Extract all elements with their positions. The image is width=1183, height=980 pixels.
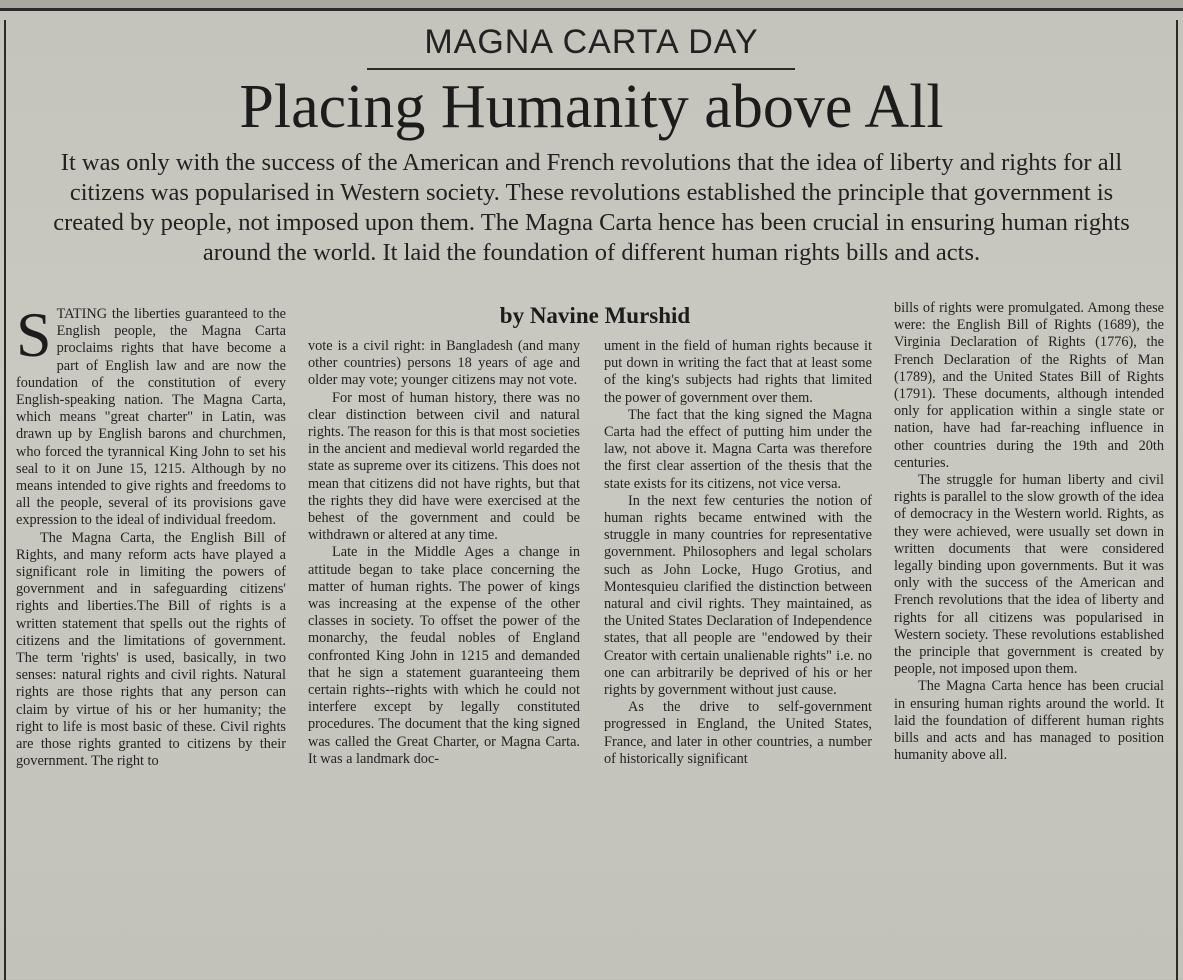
byline: by Navine Murshid <box>499 303 691 328</box>
paragraph: Late in the Middle Ages a change in attitude began to take place concerning the matter of human rights. The power of kings was increasing at the expense of the other classes in society. To offset the power of the monarchy, the feudal nobles of England confronted King John in 1215 and demanded that he sign a statement guaranteeing them certain rights--rights with which he could not interfere except by legally constituted procedures. The document that the king signed was called the Great Charter, or Magna Carta. It was a landmark doc- <box>308 544 580 767</box>
paragraph: As the drive to self-government progressed in England, the United States, France, and later in other countries, a number of historically significant <box>604 699 872 767</box>
previous-page-strip <box>0 0 1183 8</box>
standfirst: It was only with the success of the American and French revolutions that the idea of liberty and rights for all citizens was popularised in Western society. These revolutions established the principle that government is created by people, not imposed upon them. The Magna Carta hence has been crucial in ensuring human rights around the world. It laid the foundation of different human rights bills and acts. <box>53 149 1130 266</box>
paragraph-text: TATING the liberties guaranteed to the English people, the Magna Carta proclaims rights that have become a part of English law and are now the foundation of the constitution of every English-speaking nation. The Magna Carta, which means "great charter" in Latin, was drawn up by English barons and churchmen, who forced the tyrannical King John to set his seal to it on June 15, 1215. Although by no means intended to give rights and freedoms to all the people, several of its provisions gave expression to the ideal of individual freedom. <box>16 306 286 529</box>
top-rule <box>0 8 1183 11</box>
kicker-underline <box>367 68 795 70</box>
paragraph: vote is a civil right: in Bangladesh (and many other countries) persons 18 years of age and older may vote; younger citizens may not vote. <box>308 338 580 389</box>
frame-left-rule <box>4 20 6 980</box>
frame-right-rule <box>1176 20 1178 980</box>
paragraph: ument in the field of human rights because it put down in writing the fact that at least some of the king's subjects had rights that limited the power of government over them. <box>604 338 872 406</box>
headline: Placing Humanity above All <box>239 73 944 141</box>
paragraph: For most of human history, there was no clear distinction between civil and natural rights. The reason for this is that most societies in the ancient and medieval world regarded the state as supreme over its citizens. This does not mean that citizens did not have rights, but that the rights they did have were exercised at the behest of the government and could be withdrawn or altered at any time. <box>308 389 580 544</box>
article-column-3 <box>604 338 872 978</box>
drop-cap: S <box>16 306 52 370</box>
paragraph: In the next few centuries the notion of human rights became entwined with the struggle in many countries for representative government. Philosophers and legal scholars such as John Locke, Hugo Grotius, and Montesquieu clarified the distinction between natural and civil rights. They maintained, as the United States Declaration of Independence states, that all people are "endowed by their Creator with certain unalienable rights" i.e. no one can arbitrarily be deprived of his or her rights by government without just cause. <box>604 492 872 699</box>
section-kicker: MAGNA CARTA DAY <box>424 23 759 61</box>
article-column-2 <box>308 338 580 978</box>
paragraph <box>16 306 286 530</box>
article-column-4 <box>894 300 1164 978</box>
paragraph: The struggle for human liberty and civil rights is parallel to the slow growth of the idea of democracy in the Western world. Rights, as they were achieved, were usually set down in written documents that were considered legally binding upon governments. But it was only with the success of the American and French revolutions that the idea of liberty and rights for all citizens was popularised in Western society. These revolutions established the principle that government is created by people, not imposed upon them. <box>894 472 1164 678</box>
article-column-1 <box>16 306 286 978</box>
paragraph: The Magna Carta hence has been crucial in ensuring human rights around the world. It laid the foundation of different human rights bills and acts and has managed to position humanity above all. <box>894 678 1164 764</box>
paragraph: bills of rights were promulgated. Among these were: the English Bill of Rights (1689), the Virginia Declaration of Rights (1776), the French Declaration of the Rights of Man (1789), and the United States Bill of Rights (1791). These documents, although intended only for application within a single state or nation, have had far-reaching influence in other countries during the 19th and 20th centuries. <box>894 300 1164 471</box>
paragraph: The fact that the king signed the Magna Carta had the effect of putting him under the law, not above it. Magna Carta was therefore the first clear assertion of the thesis that the state exists for its citizens, not vice versa. <box>604 406 872 492</box>
paragraph: The Magna Carta, the English Bill of Rights, and many reform acts have played a significant role in limiting the powers of government and in safeguarding citizens' rights and liberties.The Bill of rights is a written statement that spells out the rights of citizens and the limitations of government. The term 'rights' is used, basically, in two senses: natural rights and civil rights. Natural rights are those rights that any person can claim by virtue of his or her humanity; the right to life is most basic of these. Civil rights are those rights granted to citizens by their government. The right to <box>16 529 286 770</box>
